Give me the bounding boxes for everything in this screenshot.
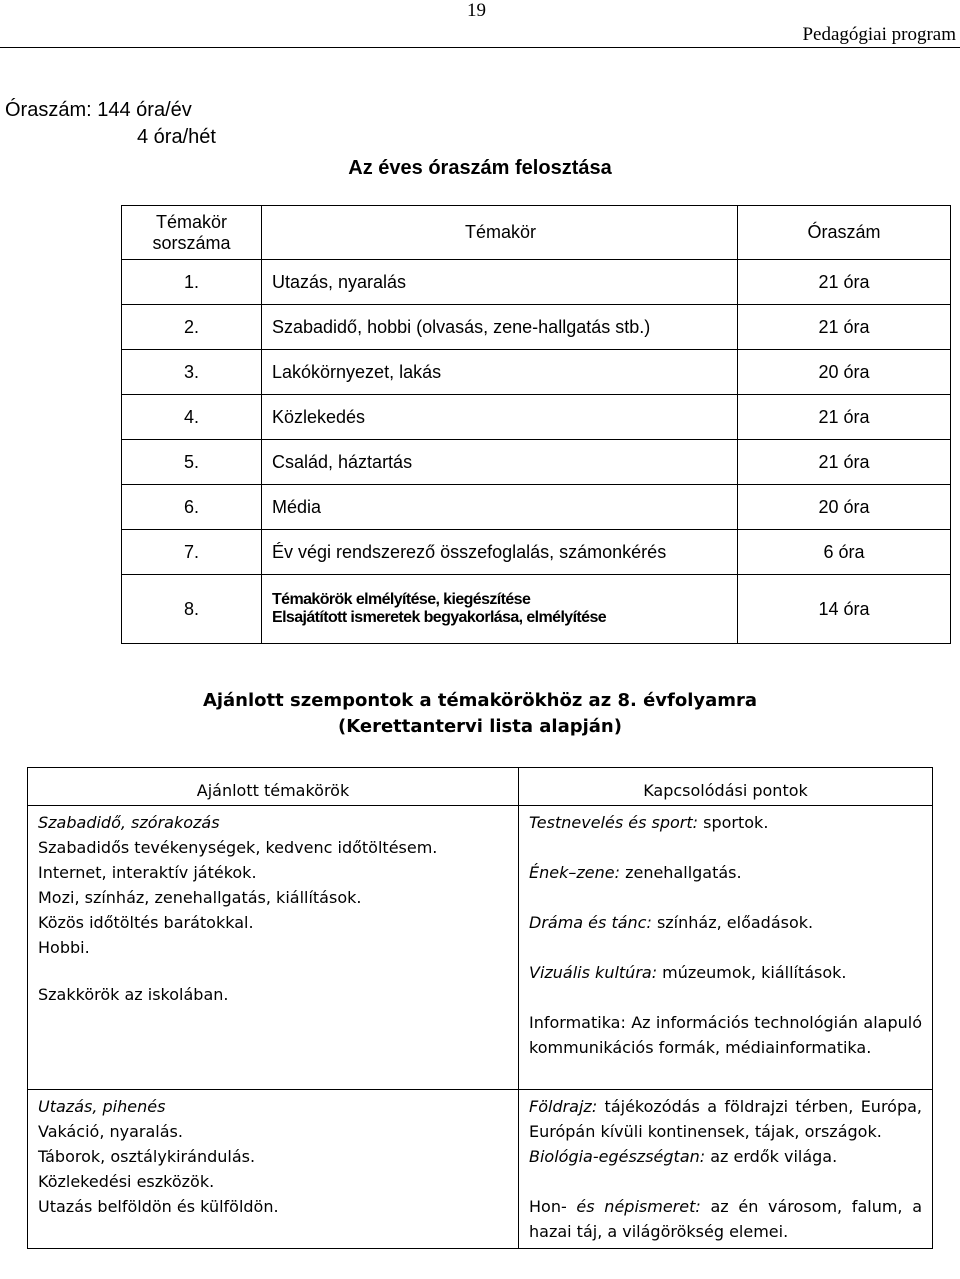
row-number: 1. bbox=[122, 260, 262, 305]
connections-leisure bbox=[519, 806, 933, 1090]
table-row bbox=[122, 260, 951, 305]
topic-line: Szabadidős tevékenységek, kedvenc időtöltésem. bbox=[38, 838, 438, 857]
row-number: 5. bbox=[122, 440, 262, 485]
row-number: 8. bbox=[122, 575, 262, 644]
topics-leisure bbox=[28, 806, 519, 1090]
connection-item: Ének–zene: zenehallgatás. bbox=[529, 863, 742, 882]
topic-line: Hobbi. bbox=[38, 938, 90, 957]
row-hours: 21 óra bbox=[738, 440, 951, 485]
row-topic-line-2: Elsajátított ismeretek begyakorlása, elmélyítése bbox=[272, 609, 607, 626]
connections-travel bbox=[519, 1090, 933, 1249]
recommendations-table bbox=[27, 767, 933, 1249]
connection-item: Dráma és tánc: színház, előadások. bbox=[529, 913, 814, 932]
hours-per-year: Óraszám: 144 óra/év bbox=[5, 99, 192, 121]
header-hours: Óraszám bbox=[738, 206, 951, 260]
table-row bbox=[122, 440, 951, 485]
row-number: 4. bbox=[122, 395, 262, 440]
table-row bbox=[28, 1090, 933, 1249]
topic-line: Szakkörök az iskolában. bbox=[38, 985, 229, 1004]
hours-table-header bbox=[122, 206, 951, 260]
row-topic: Család, háztartás bbox=[262, 440, 738, 485]
row-topic: Év végi rendszerező összefoglalás, számonkérés bbox=[262, 530, 738, 575]
page-number: 19 bbox=[467, 0, 486, 21]
row-topic bbox=[262, 575, 738, 644]
connection-item: Hon- és népismeret: az én városom, falum, a hazai táj, a világörökség elemei. bbox=[529, 1197, 922, 1241]
row-number: 6. bbox=[122, 485, 262, 530]
topic-line: Közös időtöltés barátokkal. bbox=[38, 913, 254, 932]
row-topic: Lakókörnyezet, lakás bbox=[262, 350, 738, 395]
running-header: Pedagógiai program bbox=[802, 24, 956, 45]
row-hours: 21 óra bbox=[738, 305, 951, 350]
table-row bbox=[122, 395, 951, 440]
topic-line: Vakáció, nyaralás. bbox=[38, 1122, 183, 1141]
topic-line: Utazás belföldön és külföldön. bbox=[38, 1197, 279, 1216]
row-number: 3. bbox=[122, 350, 262, 395]
row-topic: Média bbox=[262, 485, 738, 530]
recommendations-title: Ajánlott szempontok a témakörökhöz az 8. évfolyamra bbox=[202, 690, 758, 711]
table-row bbox=[28, 806, 933, 1090]
row-hours: 21 óra bbox=[738, 395, 951, 440]
topic-line: Internet, interaktív játékok. bbox=[38, 863, 257, 882]
connection-item: Biológia-egészségtan: az erdők világa. bbox=[529, 1147, 838, 1166]
row-topic-line-1: Témakörök elmélyítése, kiegészítése bbox=[272, 591, 531, 608]
recommendations-subtitle: (Kerettantervi lista alapján) bbox=[338, 716, 622, 737]
topics-travel bbox=[28, 1090, 519, 1249]
topic-heading: Utazás, pihenés bbox=[38, 1097, 166, 1116]
header-topic-number: Témakör sorszáma bbox=[122, 206, 262, 260]
connection-item: Vizuális kultúra: múzeumok, kiállítások. bbox=[529, 963, 847, 982]
table-row bbox=[122, 575, 951, 644]
row-topic: Utazás, nyaralás bbox=[262, 260, 738, 305]
connection-item: Földrajz: tájékozódás a földrajzi térben, Európa, Európán kívüli kontinensek, tájak, országok. bbox=[529, 1097, 922, 1141]
row-hours: 20 óra bbox=[738, 485, 951, 530]
topic-heading: Szabadidő, szórakozás bbox=[38, 813, 220, 832]
hours-table bbox=[121, 205, 951, 644]
row-topic: Szabadidő, hobbi (olvasás, zene-hallgatás stb.) bbox=[262, 305, 738, 350]
recommendations-header bbox=[28, 768, 933, 806]
topic-line: Mozi, színház, zenehallgatás, kiállítások. bbox=[38, 888, 362, 907]
table-row bbox=[122, 530, 951, 575]
row-number: 7. bbox=[122, 530, 262, 575]
connection-item: Testnevelés és sport: sportok. bbox=[529, 813, 769, 832]
row-topic: Közlekedés bbox=[262, 395, 738, 440]
connection-item: Informatika: Az információs technológián alapuló kommunikációs formák, médiainformatika. bbox=[529, 1013, 922, 1057]
topic-line: Közlekedési eszközök. bbox=[38, 1172, 215, 1191]
row-hours: 6 óra bbox=[738, 530, 951, 575]
row-number: 2. bbox=[122, 305, 262, 350]
row-hours: 14 óra bbox=[738, 575, 951, 644]
header-connection-points: Kapcsolódási pontok bbox=[519, 768, 933, 806]
topic-line: Táborok, osztálykirándulás. bbox=[38, 1147, 256, 1166]
table-row bbox=[122, 485, 951, 530]
table-row bbox=[122, 305, 951, 350]
header-recommended-topics: Ajánlott témakörök bbox=[28, 768, 519, 806]
hours-table-title: Az éves óraszám felosztása bbox=[348, 157, 612, 179]
row-hours: 21 óra bbox=[738, 260, 951, 305]
row-hours: 20 óra bbox=[738, 350, 951, 395]
table-row bbox=[122, 350, 951, 395]
hours-per-week: 4 óra/hét bbox=[137, 126, 216, 148]
header-rule bbox=[0, 47, 960, 48]
header-topic: Témakör bbox=[262, 206, 738, 260]
